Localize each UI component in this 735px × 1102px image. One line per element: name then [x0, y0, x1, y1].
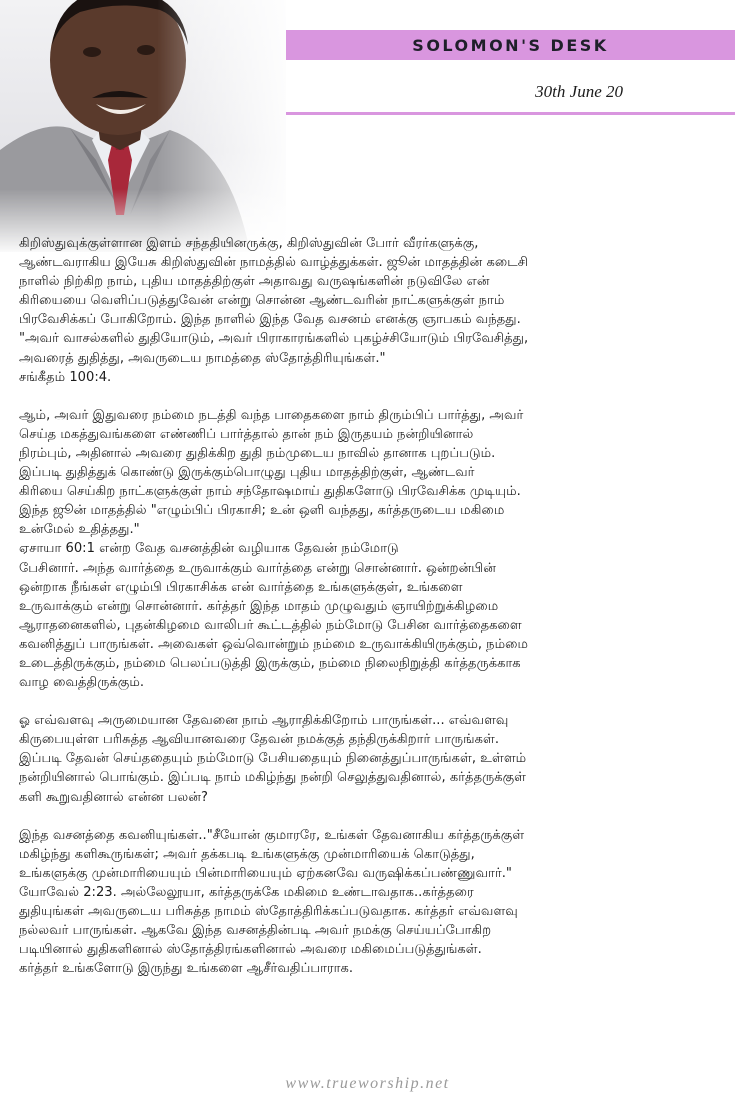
page-title: SOLOMON'S DESK	[412, 35, 609, 55]
paragraph	[19, 711, 724, 806]
text-line: கிருபையுள்ள பரிசுத்த ஆவியானவரை தேவன் நமக்குத் தந்திருக்கிறார் பாருங்கள்.	[19, 732, 499, 748]
text-line: யோவேல் 2:23. அல்லேலூயா, கர்த்தருக்கே மகிமை உண்டாவதாக..கர்த்தரை	[19, 884, 474, 900]
article-body	[19, 234, 724, 978]
paragraph	[19, 826, 724, 979]
text-line: வாழ வைத்திருக்கும்.	[19, 675, 145, 691]
header-band	[286, 30, 735, 60]
text-line: உடைத்திருக்கும், நம்மை பெலப்படுத்தி இருக்கும், நம்மை நிலைநிறுத்தி கர்த்தருக்காக	[19, 655, 521, 671]
text-line: நிரம்பும், அதினால் அவரை துதிக்கிற துதி நம்முடைய நாவில் தானாக புறப்படும்.	[19, 445, 496, 461]
author-portrait-illustration	[0, 0, 286, 252]
text-line: உன்மேல் உதித்தது."	[19, 522, 140, 538]
text-line: நன்றியினால் பொங்கும். இப்படி நாம் மகிழ்ந்து நன்றி செலுத்துவதினால், கர்த்தருக்குள்	[19, 770, 526, 786]
text-line: ஏசாயா 60:1 என்ற வேத வசனத்தின் வழியாக தேவன் நம்மோடு	[19, 541, 399, 557]
text-line: இப்படி துதித்துக் கொண்டு இருக்கும்பொழுது புதிய மாதத்திற்குள், ஆண்டவர்	[19, 465, 475, 481]
text-line: ஒன்றாக நீங்கள் எழும்பி பிரகாசிக்க என் வார்த்தை உங்களுக்குள், உங்களை	[19, 579, 463, 595]
text-line: படியினால் துதிகளினால் ஸ்தோத்திரங்களினால் அவரை மகிமைப்படுத்துங்கள்.	[19, 942, 482, 958]
website-footer: www.trueworship.net	[285, 1075, 450, 1092]
text-line: உருவாக்கும் என்று சொன்னார். கர்த்தர் இந்த மாதம் முழுவதும் ஞாயிற்றுக்கிழமை	[19, 598, 499, 614]
text-line: ஆம், அவர் இதுவரை நம்மை நடத்தி வந்த பாதைகளை நாம் திரும்பிப் பார்த்து, அவர்	[19, 407, 524, 423]
text-line: கிறிஸ்துவுக்குள்ளான இளம் சந்ததியினருக்கு, கிறிஸ்துவின் போர் வீரர்களுக்கு,	[19, 236, 479, 251]
text-line: கர்த்தர் உங்களோடு இருந்து உங்களை ஆசீர்வதிப்பாராக.	[19, 961, 354, 977]
paragraph	[19, 406, 724, 692]
text-line: கிரியையை வெளிப்படுத்துவேன் என்று சொன்ன ஆண்டவரின் நாட்களுக்குள் நாம்	[19, 293, 505, 309]
text-line: பிரவேசிக்கப் போகிறோம். இந்த நாளில் இந்த வேத வசனம் எனக்கு ஞாபகம் வந்தது.	[19, 312, 521, 328]
text-line: கவனித்துப் பாருங்கள். அவைகள் ஒவ்வொன்றும் நம்மை உருவாக்கியிருக்கும், நம்மை	[19, 636, 529, 652]
text-line: பேசினார். அந்த வார்த்தை உருவாக்கும் வார்த்தை என்று சொன்னார். ஒன்றன்பின்	[19, 560, 496, 576]
text-line: சங்கீதம் 100:4.	[19, 369, 112, 385]
paragraph	[19, 234, 724, 387]
text-line: களி கூறுவதினால் என்ன பலன்?	[19, 789, 208, 805]
text-line: உங்களுக்கு முன்மாரியையும் பின்மாரியையும் ஏற்கனவே வருஷிக்கப்பண்ணுவார்."	[19, 865, 512, 881]
header-divider	[286, 112, 735, 115]
author-photo	[0, 0, 286, 252]
text-line: செய்த மகத்துவங்களை எண்ணிப் பார்த்தால் தான் நம் இருதயம் நன்றியினால்	[19, 426, 474, 442]
text-line: கிரியை செய்கிற நாட்களுக்குள் நாம் சந்தோஷமாய் துதிகளோடு பிரவேசிக்க முடியும்.	[19, 484, 521, 500]
text-line: "அவர் வாசல்களில் துதியோடும், அவர் பிராகாரங்களில் புகழ்ச்சியோடும் பிரவேசித்து,	[19, 331, 529, 347]
text-line: இந்த ஜூன் மாதத்தில் "எழும்பிப் பிரகாசி; உன் ஒளி வந்தது, கர்த்தருடைய மகிமை	[19, 503, 505, 519]
text-line: ஆண்டவராகிய இயேசு கிறிஸ்துவின் நாமத்தில் வாழ்த்துக்கள். ஜூன் மாதத்தின் கடைசி	[19, 255, 528, 271]
text-line: நல்லவர் பாருங்கள். ஆகவே இந்த வசனத்தின்படி அவர் நமக்கு செய்யப்போகிற	[19, 923, 492, 939]
text-line: துதியுங்கள் அவருடைய பரிசுத்த நாமம் ஸ்தோத்திரிக்கப்படுவதாக. கர்த்தர் எவ்வளவு	[19, 904, 518, 919]
text-line: ஓ எவ்வளவு அருமையான தேவனை நாம் ஆராதிக்கிறோம் பாருங்கள்... எவ்வளவு	[19, 713, 509, 729]
text-line: மகிழ்ந்து களிகூருங்கள்; அவர் தக்கபடி உங்களுக்கு முன்மாரியைக் கொடுத்து,	[19, 846, 475, 862]
text-line: நாளில் நிற்கிற நாம், புதிய மாதத்திற்குள் அதாவது வருஷங்களின் நடுவிலே என்	[19, 274, 490, 290]
text-line: ஆராதனைகளில், புதன்கிழமை வாலிபர் கூட்டத்தில் நம்மோடு பேசின வார்த்தைகளை	[19, 617, 522, 633]
text-line: இந்த வசனத்தை கவனியுங்கள்.."சீயோன் குமாரரே, உங்கள் தேவனாகிய கர்த்தருக்குள்	[19, 827, 525, 843]
publish-date: 30th June 20	[535, 82, 623, 101]
text-line: இப்படி தேவன் செய்ததையும் நம்மோடு பேசியதையும் நினைத்துப்பாருங்கள், உள்ளம்	[19, 751, 527, 767]
text-line: அவரைத் துதித்து, அவருடைய நாமத்தை ஸ்தோத்திரியுங்கள்."	[19, 350, 386, 366]
